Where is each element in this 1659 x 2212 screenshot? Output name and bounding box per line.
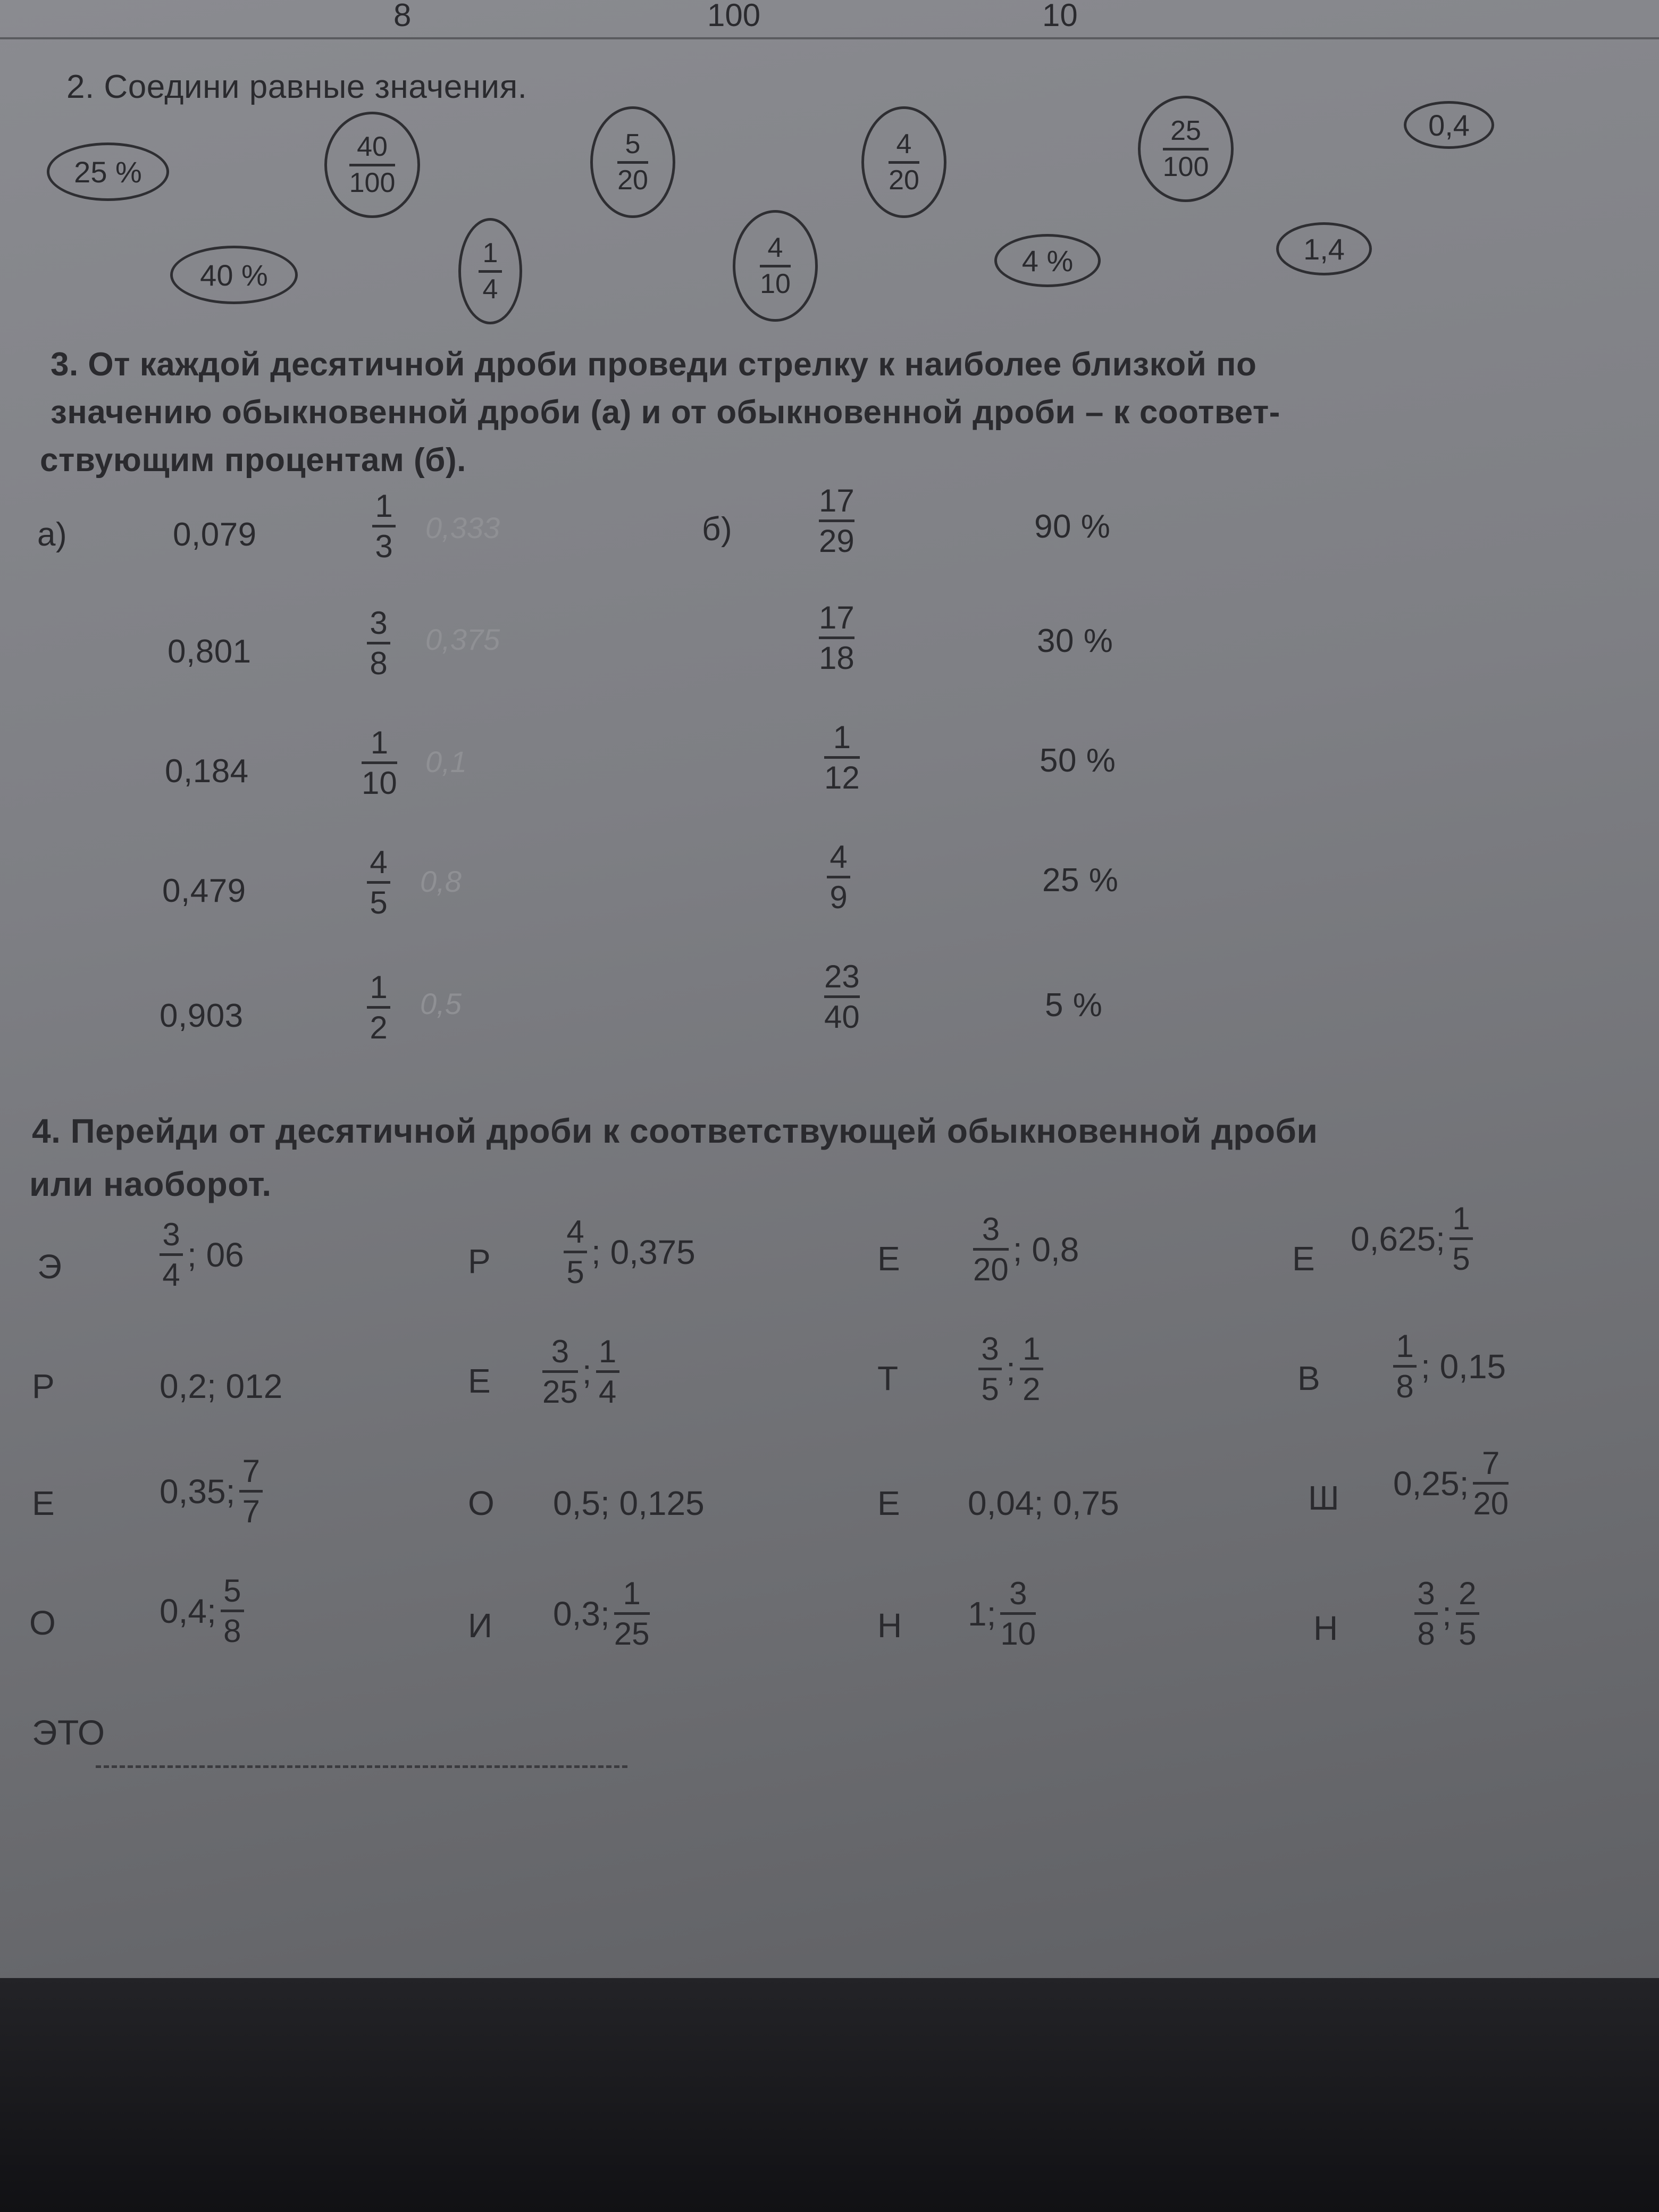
cipher-letter: Т bbox=[877, 1359, 899, 1397]
cipher-letter: Е bbox=[877, 1239, 900, 1278]
pencil-note: 0,375 bbox=[425, 623, 500, 656]
fraction-b[interactable]: 4 9 bbox=[827, 840, 850, 914]
task4-item[interactable]: 0,2; 012 bbox=[160, 1367, 283, 1405]
fraction-a[interactable]: 1 3 bbox=[372, 489, 396, 563]
oval-item[interactable]: 1,4 bbox=[1276, 222, 1372, 275]
oval-item[interactable] bbox=[324, 112, 420, 218]
oval-item[interactable] bbox=[861, 106, 946, 218]
fraction: 1 4 bbox=[479, 239, 502, 304]
fraction-b[interactable]: 1 12 bbox=[824, 719, 860, 795]
task3-text-line: значению обыкновенной дроби (а) и от обыкновенной дроби – к соответ- bbox=[51, 394, 1280, 431]
task3-text-line: ствующим процентам (б). bbox=[40, 442, 466, 479]
task4-text-line: 4. Перейди от десятичной дроби к соответствующей обыкновенной дроби bbox=[32, 1112, 1318, 1150]
fraction-a[interactable]: 3 8 bbox=[367, 606, 390, 680]
decimal-value[interactable]: 0,479 bbox=[162, 873, 246, 909]
percent-value[interactable]: 90 % bbox=[1034, 508, 1111, 545]
pencil-note: 0,1 bbox=[425, 745, 467, 778]
fraction-b[interactable]: 23 40 bbox=[824, 959, 860, 1035]
fraction: 5 20 bbox=[617, 128, 648, 196]
decimal-value[interactable]: 0,903 bbox=[160, 998, 244, 1034]
task3-text-line: 3. От каждой десятичной дроби проведи стрелку к наиболее близкой по bbox=[51, 346, 1257, 383]
task4-item[interactable]: 0,04; 0,75 bbox=[968, 1484, 1119, 1522]
answer-line[interactable] bbox=[96, 1765, 627, 1768]
task4-item[interactable]: 3 4 ; 06 bbox=[160, 1218, 244, 1292]
fraction: 25 100 bbox=[1162, 115, 1209, 182]
fraction-b[interactable]: 17 29 bbox=[819, 483, 854, 559]
oval-item[interactable]: 25 % bbox=[47, 143, 169, 201]
task4-item[interactable]: 3 20 ; 0,8 bbox=[973, 1211, 1079, 1287]
oval-item[interactable]: 0,4 bbox=[1404, 101, 1494, 149]
cipher-letter: Е bbox=[877, 1484, 900, 1522]
top-cell: 8 bbox=[393, 0, 412, 33]
cipher-letter: О bbox=[468, 1484, 495, 1522]
fraction-a[interactable]: 1 2 bbox=[367, 970, 390, 1044]
oval-item[interactable]: 40 % bbox=[170, 246, 298, 304]
oval-item[interactable] bbox=[733, 210, 818, 322]
cipher-letter: Е bbox=[1292, 1239, 1315, 1278]
fraction: 40 100 bbox=[349, 131, 396, 198]
decimal-value[interactable]: 0,184 bbox=[165, 753, 249, 790]
decimal-value[interactable]: 0,801 bbox=[167, 633, 252, 670]
oval-item[interactable] bbox=[590, 106, 675, 218]
cipher-letter: И bbox=[468, 1606, 492, 1645]
dark-background bbox=[0, 1978, 1659, 2212]
cipher-letter: В bbox=[1297, 1359, 1320, 1397]
cipher-letter: Р bbox=[32, 1367, 55, 1405]
fraction-a[interactable]: 4 5 bbox=[367, 845, 390, 919]
percent-value[interactable]: 30 % bbox=[1037, 623, 1113, 659]
cipher-letter: Р bbox=[468, 1242, 491, 1280]
task4-item[interactable]: 3 8 ; 2 5 bbox=[1414, 1577, 1479, 1650]
cipher-letter: Н bbox=[877, 1606, 902, 1645]
pencil-note: 0,333 bbox=[425, 511, 500, 544]
top-cell: 10 bbox=[1042, 0, 1078, 33]
task3-label-a: а) bbox=[37, 516, 68, 553]
task3-label-b: б) bbox=[702, 511, 733, 548]
fraction-a[interactable]: 1 10 bbox=[362, 725, 397, 801]
cipher-letter: Е bbox=[32, 1484, 55, 1522]
top-cell: 100 bbox=[707, 0, 761, 33]
fraction-b[interactable]: 17 18 bbox=[819, 600, 854, 676]
pencil-note: 0,8 bbox=[420, 865, 462, 898]
task4-item[interactable]: 3 5 ; 1 2 bbox=[978, 1332, 1043, 1406]
task4-item[interactable]: 0,3; 1 25 bbox=[553, 1576, 650, 1652]
task4-item[interactable]: 4 5 ; 0,375 bbox=[564, 1215, 696, 1289]
oval-item[interactable] bbox=[458, 218, 522, 324]
task2-title: 2. Соедини равные значения. bbox=[66, 69, 527, 105]
cipher-letter: О bbox=[29, 1604, 56, 1642]
task4-item[interactable]: 0,35; 7 7 bbox=[160, 1454, 263, 1528]
percent-value[interactable]: 50 % bbox=[1040, 742, 1116, 779]
oval-item[interactable]: 4 % bbox=[994, 234, 1101, 287]
decimal-value[interactable]: 0,079 bbox=[173, 516, 257, 553]
pencil-note: 0,5 bbox=[420, 987, 462, 1020]
task4-item[interactable]: 0,25; 7 20 bbox=[1393, 1445, 1509, 1521]
task4-item[interactable]: 0,4; 5 8 bbox=[160, 1574, 244, 1648]
fraction: 4 10 bbox=[760, 232, 791, 299]
oval-item[interactable] bbox=[1138, 96, 1234, 202]
percent-value[interactable]: 25 % bbox=[1042, 862, 1119, 899]
answer-prefix: ЭТО bbox=[32, 1713, 105, 1752]
percent-value[interactable]: 5 % bbox=[1045, 987, 1103, 1024]
cipher-letter: Э bbox=[37, 1247, 62, 1286]
task4-item[interactable]: 0,5; 0,125 bbox=[553, 1484, 705, 1522]
task4-item[interactable]: 0,625; 1 5 bbox=[1351, 1202, 1473, 1276]
task4-text-line: или наоборот. bbox=[29, 1165, 272, 1203]
task4-item[interactable]: 1 8 ; 0,15 bbox=[1393, 1329, 1506, 1403]
cipher-letter: Ш bbox=[1308, 1479, 1339, 1517]
task4-item[interactable]: 3 25 ; 1 4 bbox=[542, 1335, 619, 1409]
cipher-letter: Е bbox=[468, 1362, 491, 1400]
task4-item[interactable]: 1; 3 10 bbox=[968, 1576, 1036, 1652]
previous-task-table-edge bbox=[0, 0, 1659, 39]
cipher-letter: Н bbox=[1313, 1609, 1338, 1647]
fraction: 4 20 bbox=[889, 128, 919, 196]
